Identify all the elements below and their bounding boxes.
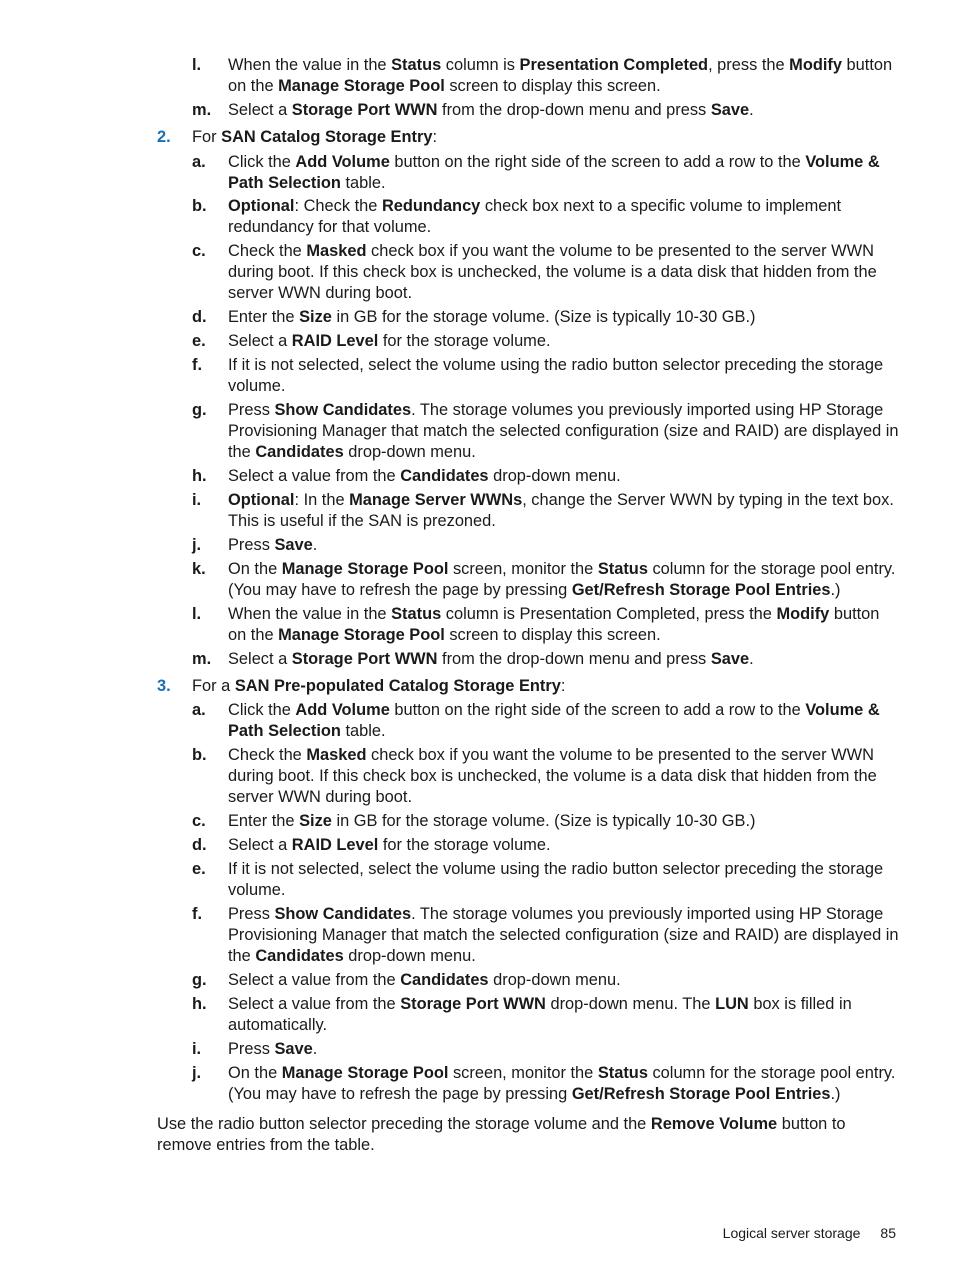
list-item	[192, 55, 902, 97]
list-item	[192, 649, 902, 670]
step-text: Click the Add Volume button on the right side of the screen to add a row to the Volume & Path Selection table.	[228, 153, 880, 192]
step-number: 3.	[157, 677, 171, 695]
list-item	[192, 535, 902, 556]
list-item	[192, 466, 902, 487]
step-marker: j.	[192, 536, 202, 554]
step-marker: l.	[192, 605, 202, 623]
page-number: 85	[880, 1225, 896, 1241]
step-title: For a SAN Pre-populated Catalog Storage Entry:	[192, 677, 566, 695]
step-text: Enter the Size in GB for the storage volume. (Size is typically 10-30 GB.)	[228, 812, 756, 830]
step-text: Press Save.	[228, 536, 318, 554]
list-item	[192, 331, 902, 352]
step-marker: j.	[192, 1064, 202, 1082]
step-text: On the Manage Storage Pool screen, monitor the Status column for the storage pool entry. (You may have to refresh the page by pressing Get/Refresh Storage Pool Entries.)	[228, 1064, 896, 1103]
list-item	[192, 1063, 902, 1105]
step-marker: g.	[192, 401, 207, 419]
numbered-step-3	[157, 676, 902, 697]
list-item	[192, 904, 902, 967]
numbered-step-2	[157, 127, 902, 148]
step-marker: i.	[192, 1040, 202, 1058]
step-marker: a.	[192, 701, 206, 719]
footer-section-title: Logical server storage	[722, 1225, 861, 1241]
step-marker: g.	[192, 971, 207, 989]
step-marker: f.	[192, 356, 203, 374]
list-item	[192, 994, 902, 1036]
list-item	[192, 307, 902, 328]
step-text: Select a Storage Port WWN from the drop-down menu and press Save.	[228, 650, 754, 668]
step-marker: k.	[192, 560, 206, 578]
step-marker: b.	[192, 197, 207, 215]
step-text: Select a value from the Candidates drop-down menu.	[228, 971, 621, 989]
list-item	[192, 196, 902, 238]
step-text: Press Show Candidates. The storage volumes you previously imported using HP Storage Provisioning Manager that match the selected configuration (size and RAID) are displayed in the Candidates drop-down menu.	[228, 401, 899, 461]
page-footer	[723, 1223, 896, 1244]
step-text: Enter the Size in GB for the storage volume. (Size is typically 10-30 GB.)	[228, 308, 756, 326]
list-item	[192, 490, 902, 532]
list-item	[192, 700, 902, 742]
step-marker: c.	[192, 242, 206, 260]
step-marker: m.	[192, 101, 212, 119]
list-item	[192, 400, 902, 463]
list-item	[192, 355, 902, 397]
step-marker: f.	[192, 905, 203, 923]
step-text: Check the Masked check box if you want the volume to be presented to the server WWN during boot. If this check box is unchecked, the volume is a data disk that hidden from the server WWN during boot.	[228, 746, 877, 806]
step-marker: b.	[192, 746, 207, 764]
list-item	[192, 100, 902, 121]
list-item	[192, 559, 902, 601]
step-text: When the value in the Status column is Presentation Completed, press the Modify button on the Manage Storage Pool screen to display this screen.	[228, 56, 893, 95]
list-item	[192, 1039, 902, 1060]
step-marker: e.	[192, 332, 206, 350]
step-marker: c.	[192, 812, 206, 830]
step-text: Select a value from the Storage Port WWN drop-down menu. The LUN box is filled in automatically.	[228, 995, 852, 1034]
step-text: Press Save.	[228, 1040, 318, 1058]
step-text: If it is not selected, select the volume using the radio button selector preceding the storage volume.	[228, 860, 884, 899]
step-text: If it is not selected, select the volume using the radio button selector preceding the storage volume.	[228, 356, 884, 395]
step-marker: d.	[192, 836, 207, 854]
step-text: Select a Storage Port WWN from the drop-down menu and press Save.	[228, 101, 754, 119]
step-marker: d.	[192, 308, 207, 326]
step-marker: a.	[192, 153, 206, 171]
list-item	[192, 835, 902, 856]
step-text: Optional: Check the Redundancy check box next to a specific volume to implement redundancy for that volume.	[228, 197, 842, 236]
step-marker: l.	[192, 56, 202, 74]
step-text: Optional: In the Manage Server WWNs, change the Server WWN by typing in the text box. This is useful if the SAN is prezoned.	[228, 491, 894, 530]
list-item	[192, 970, 902, 991]
step-marker: m.	[192, 650, 212, 668]
step-marker: h.	[192, 995, 207, 1013]
step-text: Click the Add Volume button on the right side of the screen to add a row to the Volume & Path Selection table.	[228, 701, 880, 740]
step-text: Select a value from the Candidates drop-down menu.	[228, 467, 621, 485]
step-text: When the value in the Status column is Presentation Completed, press the Modify button on the Manage Storage Pool screen to display this screen.	[228, 605, 880, 644]
step-marker: e.	[192, 860, 206, 878]
list-item	[192, 859, 902, 901]
list-item	[192, 152, 902, 194]
step-text: On the Manage Storage Pool screen, monitor the Status column for the storage pool entry. (You may have to refresh the page by pressing Get/Refresh Storage Pool Entries.)	[228, 560, 896, 599]
step-marker: i.	[192, 491, 202, 509]
step-text: Check the Masked check box if you want the volume to be presented to the server WWN during boot. If this check box is unchecked, the volume is a data disk that hidden from the server WWN during boot.	[228, 242, 877, 302]
step-title: For SAN Catalog Storage Entry:	[192, 128, 437, 146]
step-text: Press Show Candidates. The storage volumes you previously imported using HP Storage Provisioning Manager that match the selected configuration (size and RAID) are displayed in the Candidates drop-down menu.	[228, 905, 899, 965]
list-item	[192, 811, 902, 832]
step-marker: h.	[192, 467, 207, 485]
list-item	[192, 745, 902, 808]
step-text: Select a RAID Level for the storage volume.	[228, 332, 551, 350]
closing-paragraph: Use the radio button selector preceding the storage volume and the Remove Volume button to remove entries from the table.	[157, 1115, 846, 1154]
list-item	[192, 604, 902, 646]
list-item	[192, 241, 902, 304]
step-text: Select a RAID Level for the storage volume.	[228, 836, 551, 854]
step-number: 2.	[157, 128, 171, 146]
